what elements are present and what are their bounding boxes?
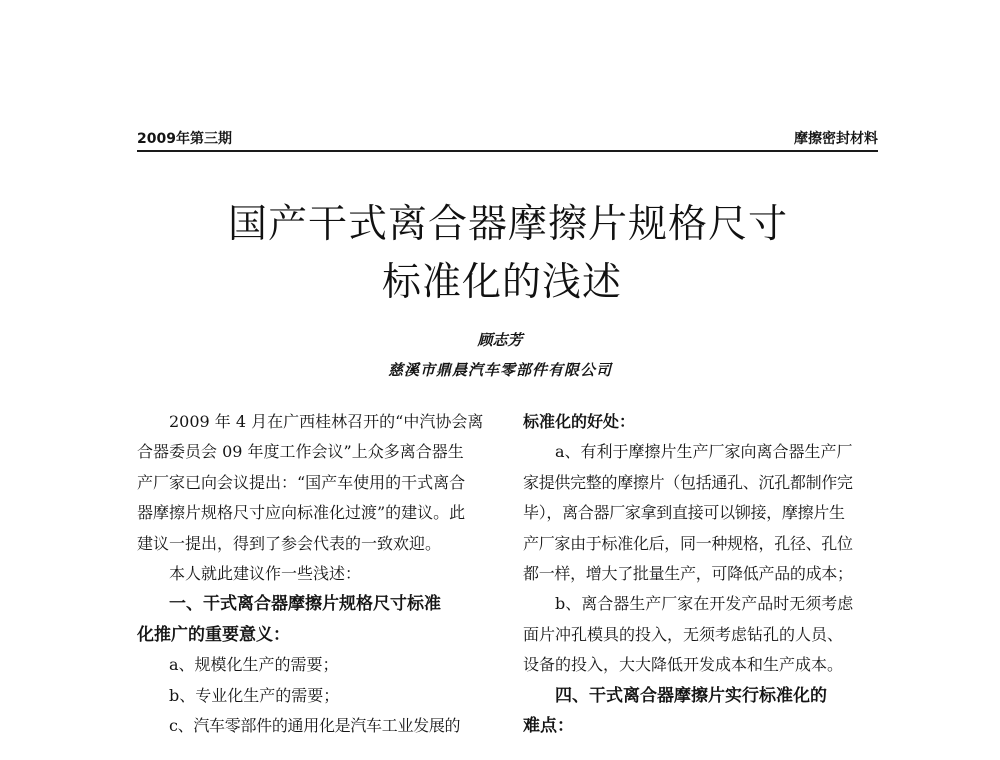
section-heading-cont: 标准化的好处： [523, 412, 636, 431]
paragraph-line: 本人就此建议作一些浅述： [169, 563, 362, 583]
running-header [137, 128, 878, 152]
paragraph-line: 合器委员会 09 年度工作会议”上众多离合器生 [137, 442, 464, 462]
paragraph-line: 产厂家已向会议提出：“国产车使用的干式离合 [137, 472, 466, 492]
section-heading-4: 四、干式离合器摩擦片实行标准化的 [555, 685, 827, 706]
issue-label: 2009年第三期 [137, 131, 232, 147]
journal-name: 摩擦密封材料 [794, 131, 878, 147]
section-heading-1-cont: 化推广的重要意义： [137, 624, 290, 645]
paragraph-line: 2009 年 4 月在广西桂林召开的“中汽协会离 [169, 412, 484, 431]
right-column [523, 407, 879, 741]
author-name: 顾志芳 [477, 331, 523, 349]
paragraph-line: 毕），离合器厂家拿到直接可以铆接，摩擦片生 [523, 503, 845, 523]
left-column [137, 407, 492, 741]
list-item: c、汽车零部件的通用化是汽车工业发展的 [169, 715, 461, 735]
section-heading-1: 一、干式离合器摩擦片规格尺寸标准 [169, 594, 441, 615]
paragraph-line: a、有利于摩擦片生产厂家向离合器生产厂 [555, 442, 853, 462]
paragraph-line: 家提供完整的摩擦片（包括通孔、沉孔都制作完 [523, 472, 853, 492]
paragraph-line: 产厂家由于标准化后，同一种规格，孔径、孔位 [523, 533, 853, 553]
list-item: b、专业化生产的需要； [169, 685, 340, 705]
paragraph-line: 器摩擦片规格尺寸应向标准化过渡”的建议。此 [137, 503, 466, 523]
section-heading-4-cont: 难点： [523, 715, 574, 736]
author-affiliation: 慈溪市鼎晨汽车零部件有限公司 [387, 361, 612, 379]
paragraph-line: b、离合器生产厂家在开发产品时无须考虑 [555, 594, 854, 614]
paragraph-line: 面片冲孔模具的投入，无须考虑钻孔的人员、 [523, 624, 844, 644]
list-item: a、规模化生产的需要； [169, 655, 339, 675]
article-title-line-2: 标准化的浅述 [381, 260, 622, 305]
paragraph-line: 设备的投入，大大降低开发成本和生产成本。 [523, 655, 844, 675]
article-title-line-1: 国产干式离合器摩擦片规格尺寸 [227, 202, 788, 247]
paragraph-line: 建议一提出，得到了参会代表的一致欢迎。 [137, 533, 442, 553]
paragraph-line: 都一样，增大了批量生产，可降低产品的成本； [523, 563, 853, 583]
